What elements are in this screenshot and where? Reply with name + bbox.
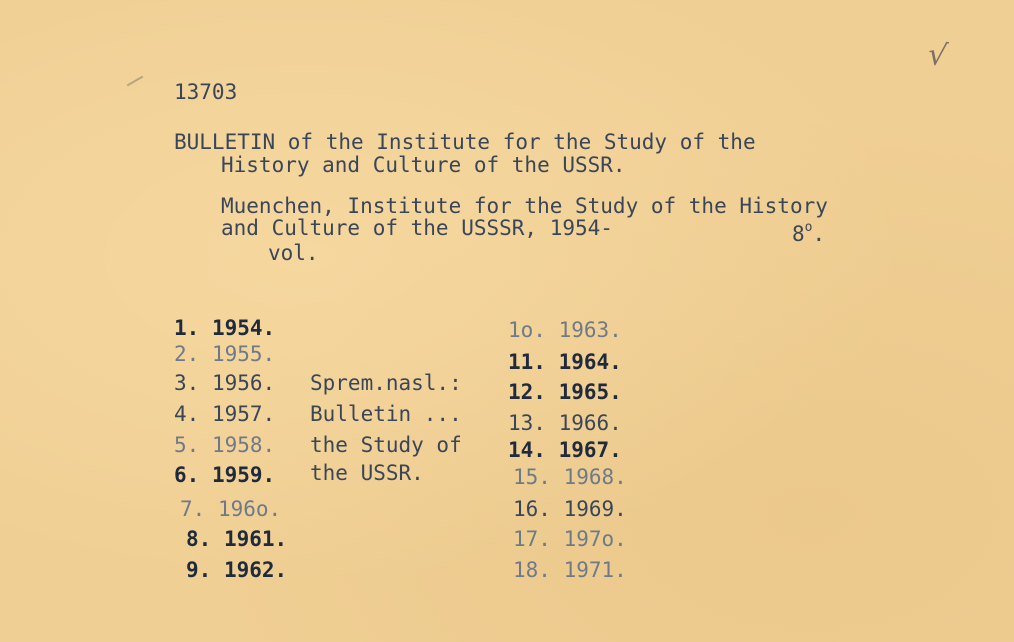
holding-row-9: 9. 1962. — [186, 558, 288, 582]
holding-row-6: 6. 1959. — [174, 463, 276, 487]
holding-row-4: 4. 1957. — [174, 402, 276, 426]
holding-row-12: 12. 1965. — [508, 380, 622, 404]
size-superscript: o — [804, 220, 813, 235]
holding-row-1: 1. 1954. — [174, 316, 276, 340]
holding-row-8: 8. 1961. — [186, 527, 288, 551]
title-line-2: History and Culture of the USSR. — [221, 153, 626, 177]
size-period: . — [812, 222, 826, 246]
holding-row-13: 13. 1966. — [508, 411, 622, 435]
holding-row-15: 15. 1968. — [513, 465, 627, 489]
title-line-1: BULLETIN of the Institute for the Study of the — [174, 130, 756, 154]
holding-row-14: 14. 1967. — [508, 438, 622, 462]
note-line-2: Bulletin ... — [310, 402, 462, 426]
note-line-4: the USSR. — [310, 461, 424, 485]
check-mark: √ — [925, 36, 950, 75]
holding-row-17: 17. 197o. — [513, 527, 627, 551]
collation: vol. — [268, 241, 319, 265]
holding-row-3: 3. 1956. — [174, 371, 276, 395]
holding-row-7: 7. 196o. — [180, 497, 282, 521]
note-line-3: the Study of — [310, 433, 462, 457]
note-line-1: Sprem.nasl.: — [310, 371, 462, 395]
pencil-mark — [127, 76, 144, 87]
holding-row-16: 16. 1969. — [513, 497, 627, 521]
holding-row-18: 18. 1971. — [513, 558, 627, 582]
holding-row-2: 2. 1955. — [174, 342, 276, 366]
size-value: 8 — [792, 222, 805, 246]
size-format — [792, 216, 825, 246]
imprint-line-1: Muenchen, Institute for the Study of the History — [221, 194, 828, 218]
holding-row-5: 5. 1958. — [174, 433, 276, 457]
accession-number: 13703 — [174, 80, 238, 104]
holding-row-11: 11. 1964. — [508, 350, 622, 374]
imprint-line-2: and Culture of the USSSR, 1954- — [221, 216, 613, 240]
holding-row-10: 1o. 1963. — [508, 318, 622, 342]
